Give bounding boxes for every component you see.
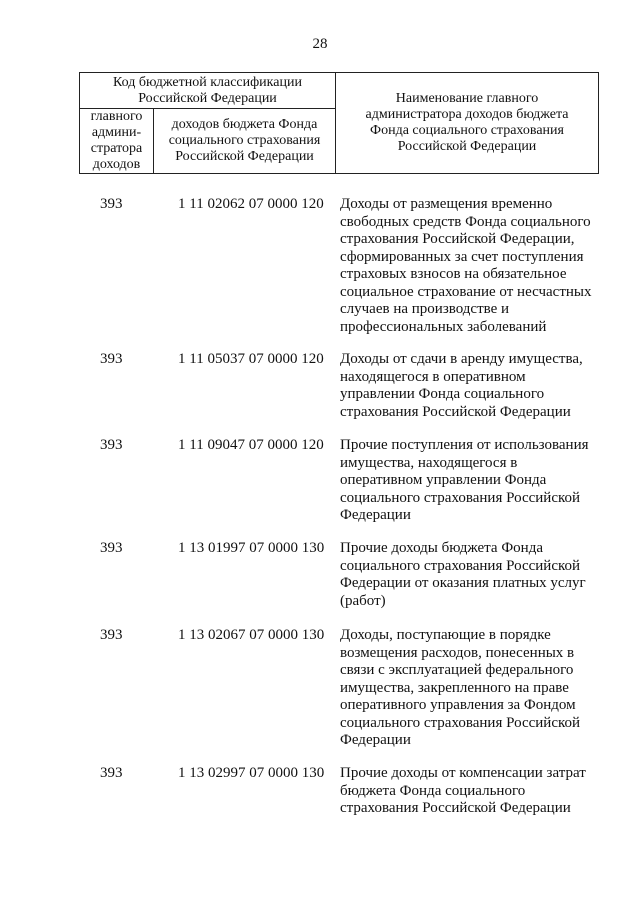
table-header: [79, 72, 599, 174]
income-code-cell: 1 13 02067 07 0000 130: [178, 627, 325, 643]
income-name-cell: Прочие доходы бюджета Фонда социального страхования Российской Федерации от оказания платных услуг (работ): [340, 540, 586, 609]
admin-code-cell: 393: [100, 765, 123, 781]
header-budget-code-title: Код бюджетной классификации Российской Федерации: [80, 73, 335, 109]
admin-code-cell: 393: [100, 540, 123, 556]
income-code-cell: 1 13 02997 07 0000 130: [178, 765, 325, 781]
admin-code-cell: 393: [100, 351, 123, 367]
header-name-column: Наименование главного администратора доходов бюджета Фонда социального страхования Российской Федерации: [365, 91, 569, 154]
page-number: 28: [312, 36, 328, 52]
header-budget-code-group: [80, 73, 336, 173]
admin-code-cell: 393: [100, 196, 123, 212]
income-name-cell: Прочие доходы от компенсации затрат бюджета Фонда социального страхования Российской Федерации: [340, 765, 586, 816]
admin-code-cell: 393: [100, 627, 123, 643]
admin-code-cell: 393: [100, 437, 123, 453]
income-name-cell: Прочие поступления от использования имущества, находящегося в оперативном управлении Фонда социального страхования Российской Федерации: [340, 437, 589, 523]
income-name-cell: Доходы от размещения временно свободных средств Фонда социального страхования Российской Федерации, сформированных за счет поступления страховых взносов на обязательное социальное страхование от несчастных случаев на производстве и профессиональных заболеваний: [340, 196, 592, 335]
header-admin-column: главного админи- стратора доходов: [80, 109, 154, 173]
income-code-cell: 1 11 05037 07 0000 120: [178, 351, 324, 367]
income-code-cell: 1 11 09047 07 0000 120: [178, 437, 324, 453]
income-code-cell: 1 13 01997 07 0000 130: [178, 540, 325, 556]
income-name-cell: Доходы, поступающие в порядке возмещения расходов, понесенных в связи с эксплуатацией федерального имущества, закрепленного на праве оперативного управления за Фондом социального страхования Российской Федерации: [340, 627, 581, 748]
header-income-column: доходов бюджета Фонда социального страхования Российской Федерации: [168, 117, 321, 164]
income-code-cell: 1 11 02062 07 0000 120: [178, 196, 324, 212]
income-name-cell: Доходы от сдачи в аренду имущества, находящегося в оперативном управлении Фонда социального страхования Российской Федерации: [340, 351, 583, 420]
